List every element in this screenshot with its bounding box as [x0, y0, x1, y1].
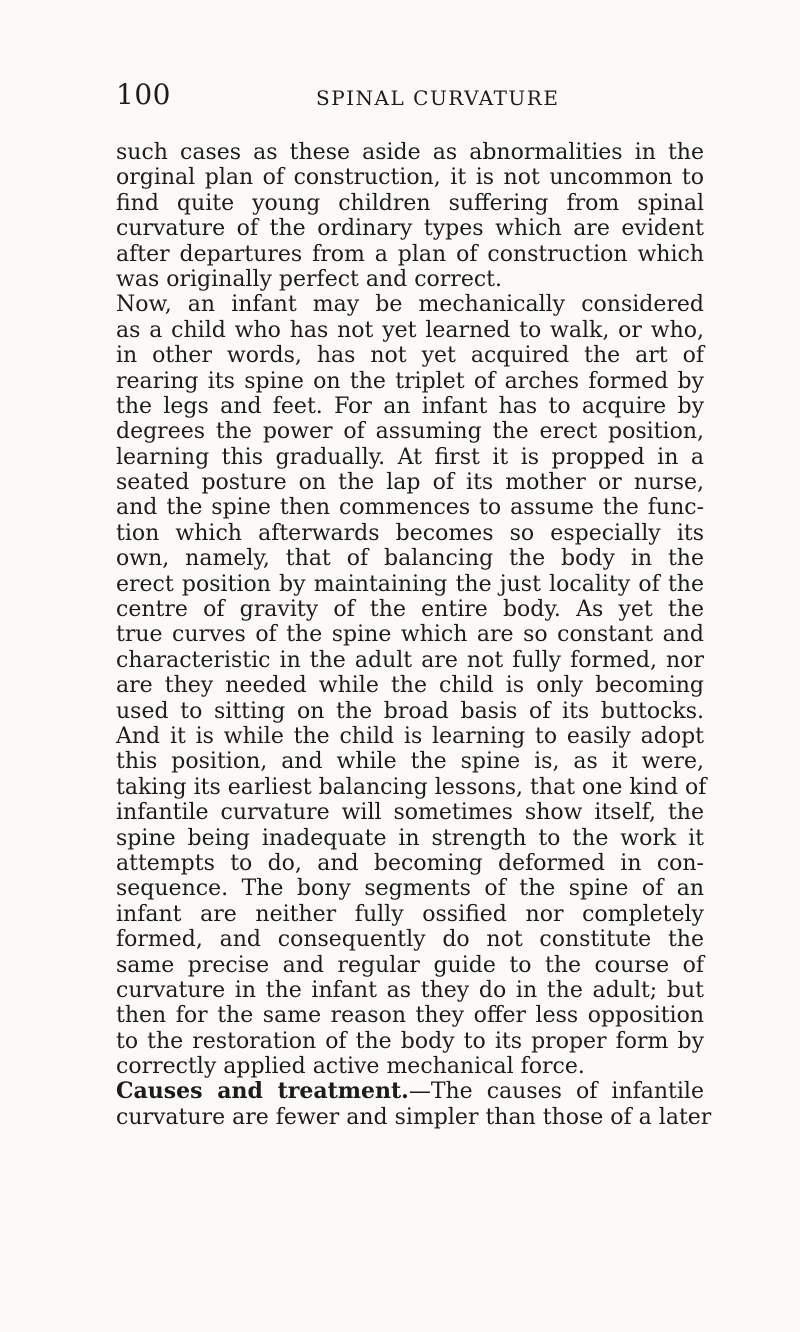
text-line: rearing its spine on the triplet of arches formed by: [116, 368, 704, 394]
text-line: own, namely, that of balancing the body in the: [116, 546, 704, 572]
page-number: 100: [116, 78, 171, 111]
text-line: taking its earliest balancing lessons, that one kind of: [116, 774, 707, 800]
text-line: infantile curvature will sometimes show itself, the: [116, 800, 704, 826]
text-line: same precise and regular guide to the course of: [116, 952, 704, 978]
text-line: erect position by maintaining the just locality of the: [116, 571, 704, 597]
text-line: learning this gradually. At first it is propped in a: [116, 444, 704, 470]
text-line: in other words, has not yet acquired the art of: [116, 343, 704, 369]
text-line: curvature are fewer and simpler than those of a later: [116, 1104, 712, 1130]
text-line: after departures from a plan of construction which: [116, 241, 704, 267]
text-line: was originally perfect and correct.: [116, 266, 502, 292]
text-line: used to sitting on the broad basis of its buttocks.: [116, 698, 704, 724]
text-line: infant are neither fully ossified nor completely: [116, 901, 704, 927]
text-line: to the restoration of the body to its proper form by: [116, 1028, 704, 1054]
text-line: then for the same reason they offer less opposition: [116, 1003, 704, 1029]
text-line: this position, and while the spine is, as it were,: [116, 749, 704, 775]
text-line: spine being inadequate in strength to the work it: [116, 825, 704, 851]
text-line: attempts to do, and becoming deformed in con-: [116, 850, 704, 876]
text-line: the legs and feet. For an infant has to acquire by: [116, 393, 704, 419]
section-heading-continuation: —The causes of infantile: [408, 1079, 704, 1105]
text-line: Now, an infant may be mechanically considered: [116, 292, 704, 318]
text-line: curvature in the infant as they do in the adult; but: [116, 977, 704, 1003]
text-line: tion which afterwards becomes so especially its: [116, 520, 704, 546]
body-text: [116, 140, 712, 1130]
text-line: centre of gravity of the entire body. As yet the: [116, 597, 704, 623]
page-header: [116, 78, 702, 118]
text-line: seated posture on the lap of its mother or nurse,: [116, 470, 704, 496]
text-line: and the spine then commences to assume the func-: [116, 495, 704, 521]
section-heading: Causes and treatment.: [116, 1078, 409, 1105]
text-line: characteristic in the adult are not fully formed, nor: [116, 647, 704, 673]
text-line: curvature of the ordinary types which are evident: [116, 216, 704, 242]
running-head: SPINAL CURVATURE: [316, 86, 560, 110]
text-line: And it is while the child is learning to easily adopt: [116, 723, 704, 749]
text-line: are they needed while the child is only becoming: [116, 673, 704, 699]
text-line: as a child who has not yet learned to walk, or who,: [116, 317, 704, 343]
text-line: formed, and consequently do not constitute the: [116, 927, 704, 953]
text-line: such cases as these aside as abnormalities in the: [116, 140, 704, 165]
text-line: degrees the power of assuming the erect position,: [116, 419, 704, 445]
text-line: correctly applied active mechanical force.: [116, 1054, 585, 1080]
section-heading-line: [116, 1079, 704, 1104]
text-line: sequence. The bony segments of the spine of an: [116, 876, 704, 902]
text-line: true curves of the spine which are so constant and: [116, 622, 704, 648]
text-line: orginal plan of construction, it is not uncommon to: [116, 165, 704, 191]
text-line: find quite young children suffering from spinal: [116, 190, 704, 216]
